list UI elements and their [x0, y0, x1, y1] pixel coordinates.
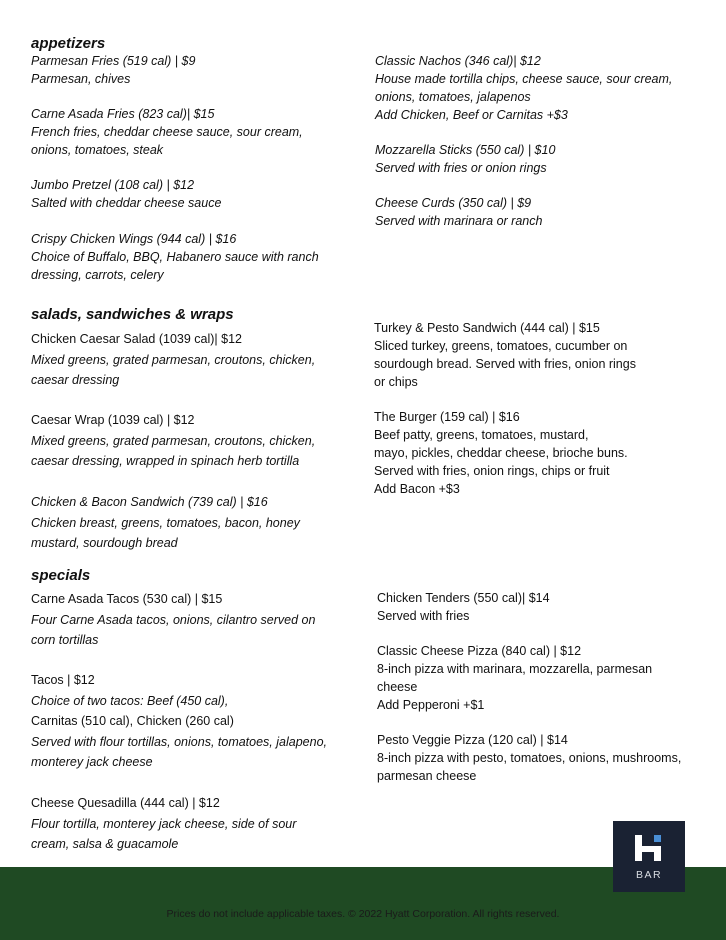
- menu-item: [31, 410, 315, 472]
- menu-item: [374, 319, 636, 391]
- menu-item: [31, 492, 300, 554]
- menu-item: [375, 141, 555, 177]
- menu-item: [31, 176, 221, 212]
- item-desc: Mixed greens, grated parmesan, croutons, chicken,: [31, 352, 316, 367]
- item-desc: cream, salsa & guacamole: [31, 837, 179, 851]
- item-desc: Chicken breast, greens, tomatoes, bacon, honey: [31, 515, 300, 530]
- item-name: Classic Cheese Pizza (840 cal) | $12: [377, 644, 582, 658]
- item-desc: cheese: [377, 680, 418, 694]
- item-name: The Burger (159 cal) | $16: [374, 410, 520, 424]
- item-desc: Add Chicken, Beef or Carnitas +$3: [375, 108, 568, 122]
- item-desc: caesar dressing, wrapped in spinach herb tortilla: [31, 454, 300, 468]
- item-name: Jumbo Pretzel (108 cal) | $12: [31, 178, 195, 192]
- item-desc: dressing, carrots, celery: [31, 268, 164, 282]
- item-desc: monterey jack cheese: [31, 755, 153, 769]
- item-desc: mayo, pickles, cheddar cheese, brioche buns.: [374, 446, 628, 460]
- menu-item: [31, 230, 319, 284]
- item-desc: Mixed greens, grated parmesan, croutons, chicken,: [31, 433, 316, 448]
- item-desc: Served with marinara or ranch: [375, 214, 543, 228]
- item-desc: French fries, cheddar cheese sauce, sour cream,: [31, 125, 303, 139]
- item-desc: 8-inch pizza with pesto, tomatoes, onions, mushrooms,: [377, 751, 682, 765]
- item-desc: Served with fries: [377, 609, 470, 623]
- menu-item: [377, 731, 681, 785]
- item-name: Caesar Wrap (1039 cal) | $12: [31, 413, 195, 427]
- item-desc: Add Bacon +$3: [374, 482, 460, 496]
- menu-item: [377, 642, 652, 714]
- menu-item: [31, 105, 303, 159]
- item-name: Crispy Chicken Wings (944 cal) | $16: [31, 232, 237, 246]
- item-desc: Carnitas (510 cal), Chicken (260 cal): [31, 714, 234, 728]
- item-name: Mozzarella Sticks (550 cal) | $10: [375, 143, 556, 157]
- logo-label: BAR: [635, 869, 663, 881]
- item-name: Parmesan Fries (519 cal) | $9: [31, 54, 196, 68]
- section-title-appetizers: appetizers: [31, 35, 106, 52]
- bar-logo: [613, 821, 685, 892]
- item-name: Pesto Veggie Pizza (120 cal) | $14: [377, 733, 568, 747]
- item-desc: Four Carne Asada tacos, onions, cilantro served on: [31, 612, 316, 627]
- menu-item: [375, 194, 542, 230]
- item-desc: Beef patty, greens, tomatoes, mustard,: [374, 428, 589, 442]
- item-name: Turkey & Pesto Sandwich (444 cal) | $15: [374, 321, 600, 335]
- item-name: Carne Asada Fries (823 cal)| $15: [31, 107, 215, 121]
- section-title-salads: salads, sandwiches & wraps: [31, 306, 234, 323]
- hyatt-h-icon: [635, 833, 663, 863]
- item-name: Chicken Caesar Salad (1039 cal)| $12: [31, 332, 243, 346]
- item-desc: Choice of Buffalo, BBQ, Habanero sauce with ranch: [31, 250, 319, 264]
- item-desc: Served with flour tortillas, onions, tomatoes, jalapeno,: [31, 734, 327, 749]
- menu-item: [31, 589, 315, 651]
- footer-copyright: Prices do not include applicable taxes. © 2022 Hyatt Corporation. All rights reserved.: [166, 908, 560, 920]
- item-desc: Salted with cheddar cheese sauce: [31, 196, 222, 210]
- item-name: Carne Asada Tacos (530 cal) | $15: [31, 592, 223, 606]
- item-name: Cheese Quesadilla (444 cal) | $12: [31, 796, 220, 810]
- item-desc: Served with fries or onion rings: [375, 161, 547, 175]
- item-name: Classic Nachos (346 cal)| $12: [375, 54, 541, 68]
- menu-item: [375, 52, 672, 124]
- item-desc: Sliced turkey, greens, tomatoes, cucumber on: [374, 339, 628, 353]
- item-desc: House made tortilla chips, cheese sauce, sour cream,: [375, 72, 673, 86]
- item-desc: Add Pepperoni +$1: [377, 698, 485, 712]
- item-desc: corn tortillas: [31, 633, 99, 647]
- item-desc: Parmesan, chives: [31, 72, 131, 86]
- item-desc: Choice of two tacos: Beef (450 cal),: [31, 693, 229, 708]
- section-title-specials: specials: [31, 567, 91, 584]
- item-desc: 8-inch pizza with marinara, mozzarella, parmesan: [377, 662, 653, 676]
- item-desc: onions, tomatoes, steak: [31, 143, 164, 157]
- item-name: Chicken Tenders (550 cal)| $14: [377, 591, 550, 605]
- item-desc: Flour tortilla, monterey jack cheese, side of sour: [31, 816, 297, 831]
- item-name: Tacos | $12: [31, 673, 95, 687]
- item-desc: sourdough bread. Served with fries, onion rings: [374, 357, 636, 371]
- item-name: Cheese Curds (350 cal) | $9: [375, 196, 532, 210]
- item-desc: or chips: [374, 375, 418, 389]
- item-desc: parmesan cheese: [377, 769, 477, 783]
- menu-item: [31, 329, 315, 391]
- menu-item: [374, 408, 628, 498]
- menu-item: [31, 52, 195, 88]
- menu-item: [377, 589, 550, 625]
- item-desc: onions, tomatoes, jalapenos: [375, 90, 531, 104]
- menu-item: [31, 670, 327, 773]
- item-desc: caesar dressing: [31, 373, 120, 387]
- item-name: Chicken & Bacon Sandwich (739 cal) | $16: [31, 495, 268, 509]
- item-desc: Served with fries, onion rings, chips or fruit: [374, 464, 610, 478]
- item-desc: mustard, sourdough bread: [31, 536, 178, 550]
- menu-item: [31, 793, 296, 855]
